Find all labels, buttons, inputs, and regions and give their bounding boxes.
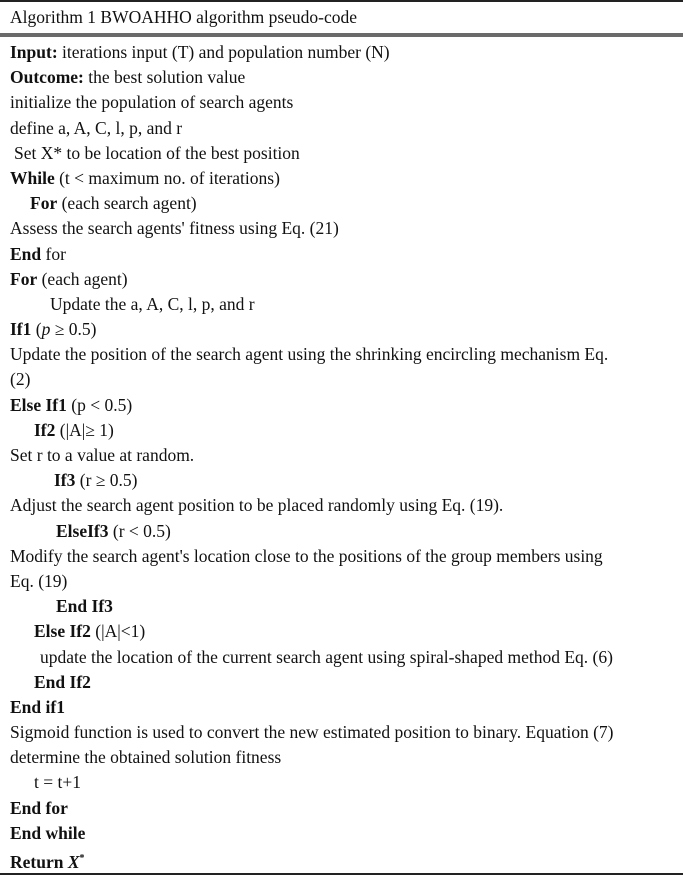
line-set-best: [10, 141, 682, 166]
line-input: [10, 40, 682, 65]
return-var: X: [67, 851, 80, 872]
line-text: (: [31, 319, 42, 340]
line-while: [10, 166, 682, 191]
line-return: [10, 846, 682, 871]
line-outcome: [10, 65, 682, 90]
algorithm-caption: Algorithm 1 BWOAHHO algorithm pseudo-code: [10, 7, 358, 27]
line-text: (|A|<1): [90, 621, 146, 642]
line-modify-location: [10, 544, 682, 569]
keyword: If2: [34, 419, 56, 440]
line-text: (r ≥ 0.5): [75, 470, 138, 491]
keyword: End: [10, 243, 42, 264]
line-else-if2: [10, 619, 682, 644]
line-end-while: [10, 821, 682, 846]
line-update-spiral: [10, 645, 682, 670]
line-text: (2): [10, 369, 31, 390]
line-determine-fitness: [10, 745, 682, 770]
keyword: Else If2: [34, 621, 91, 642]
line-text: (each agent): [37, 268, 128, 289]
keyword: End for: [10, 797, 68, 818]
superscript-star: *: [79, 853, 85, 864]
line-text: Update the position of the search agent using the shrinking encircling mechanism Eq.: [10, 344, 609, 365]
line-text: (|A|≥ 1): [55, 419, 114, 440]
line-else-if3: [10, 519, 682, 544]
header-rule: [0, 33, 683, 37]
keyword: If3: [54, 470, 76, 491]
keyword: End If2: [34, 671, 91, 692]
line-text: (t < maximum no. of iterations): [54, 167, 280, 188]
line-text: Sigmoid function is used to convert the new estimated position to binary. Equation (7): [10, 722, 614, 743]
pseudo-code-body: [10, 40, 682, 871]
keyword: ElseIf3: [56, 520, 109, 541]
keyword: Return: [10, 851, 64, 872]
line-text: iterations input (T) and population number (N): [57, 42, 390, 62]
line-text: Assess the search agents' fitness using Eq. (21): [10, 218, 339, 239]
line-text: determine the obtained solution fitness: [10, 747, 282, 768]
line-else-if1: [10, 393, 682, 418]
top-rule: [0, 0, 683, 2]
line-end-for-1: [10, 242, 682, 267]
line-text: (r < 0.5): [108, 520, 171, 541]
keyword: End if1: [10, 696, 65, 717]
line-sigmoid: [10, 720, 682, 745]
keyword: Else If1: [10, 394, 67, 415]
line-text: for: [41, 243, 66, 264]
keyword: If1: [10, 319, 32, 340]
keyword: End If3: [56, 596, 113, 617]
line-text: Modify the search agent's location close to the positions of the group members using: [10, 545, 603, 566]
line-define: [10, 116, 682, 141]
line-if1: [10, 317, 682, 342]
keyword: End while: [10, 822, 86, 843]
line-eq-2: [10, 367, 682, 392]
line-update-shrinking: [10, 342, 682, 367]
keyword: For: [30, 193, 58, 214]
italic-var: p: [41, 319, 51, 340]
line-for-each-search-agent: [10, 191, 682, 216]
line-text: the best solution value: [83, 67, 246, 88]
keyword: For: [10, 268, 38, 289]
keyword: While: [10, 167, 55, 188]
line-if3: [10, 468, 682, 493]
line-text-rest: ≥ 0.5): [50, 319, 97, 340]
line-end-for-2: [10, 796, 682, 821]
line-end-if1: [10, 695, 682, 720]
line-text: (each search agent): [57, 193, 197, 214]
line-adjust-position: [10, 493, 682, 518]
line-text: initialize the population of search agents: [10, 92, 294, 113]
line-initialize: [10, 90, 682, 115]
line-assess-fitness: [10, 216, 682, 241]
line-text: (p < 0.5): [66, 394, 133, 415]
line-text: Eq. (19): [10, 570, 68, 591]
line-text: define a, A, C, l, p, and r: [10, 117, 183, 138]
line-if2: [10, 418, 682, 443]
keyword: Outcome:: [10, 67, 84, 88]
line-text: t = t+1: [34, 772, 81, 793]
keyword: Input:: [10, 42, 58, 62]
line-for-each-agent: [10, 267, 682, 292]
line-set-r-random: [10, 443, 682, 468]
line-text: Set r to a value at random.: [10, 445, 195, 465]
line-text: Adjust the search agent position to be placed randomly using Eq. (19).: [10, 495, 504, 516]
line-increment-t: [10, 770, 682, 795]
line-end-if3: [10, 594, 682, 619]
line-text: Update the a, A, C, l, p, and r: [50, 293, 255, 314]
line-update-params: [10, 292, 682, 317]
line-eq-19: [10, 569, 682, 594]
line-end-if2: [10, 670, 682, 695]
line-text: update the location of the current search agent using spiral-shaped method Eq. (6): [40, 646, 613, 667]
line-text: Set X* to be location of the best position: [14, 142, 300, 163]
bottom-rule: [0, 873, 683, 875]
